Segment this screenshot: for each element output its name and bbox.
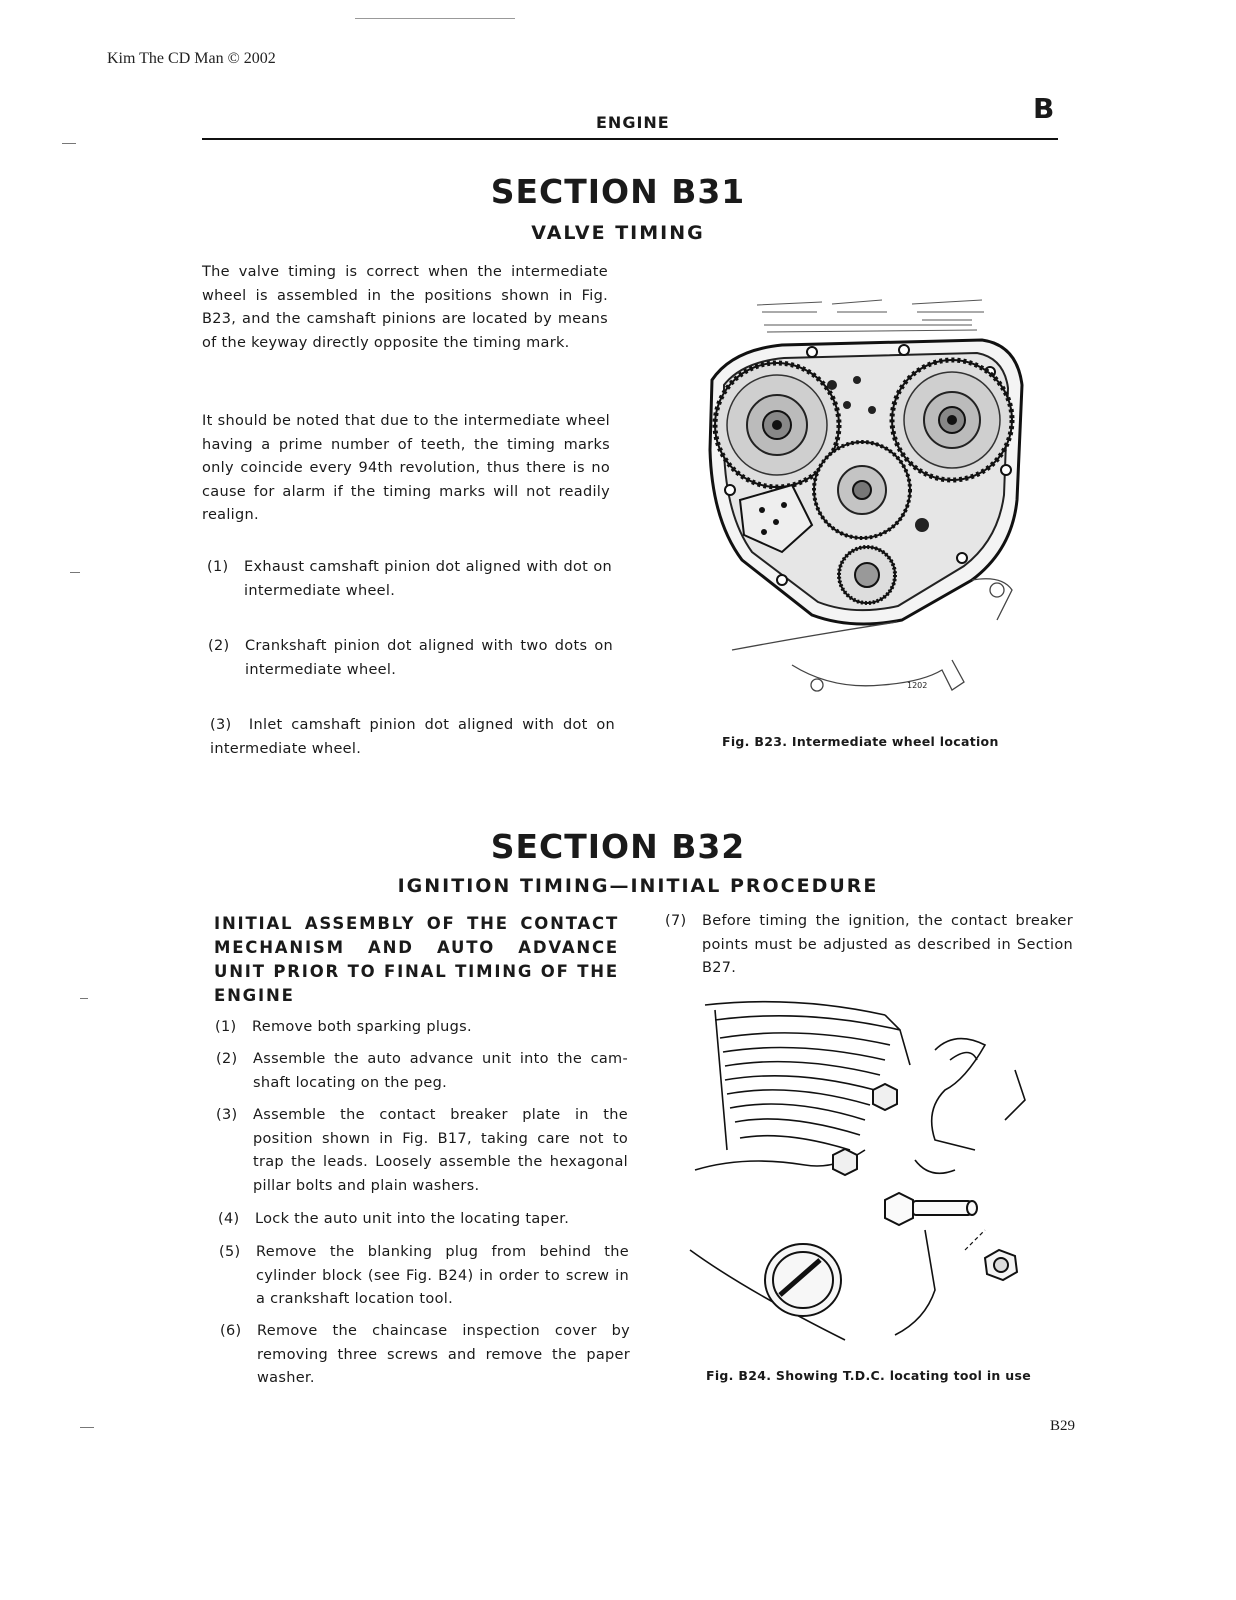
item-number: (3): [216, 1107, 238, 1123]
b32-list-item: [216, 1104, 628, 1198]
figure-b24-caption: Fig. B24. Showing T.D.C. locating tool in use: [706, 1368, 1032, 1383]
item-number: (2): [216, 1051, 238, 1067]
item-text: Remove the blanking plug from behind the cylinder block (see Fig. B24) in order to screw in a crankshaft location tool.: [256, 1244, 629, 1307]
scan-tick: [62, 143, 76, 144]
item-text: Remove the chaincase inspection cover by removing three screws and remove the paper washer.: [257, 1323, 630, 1386]
page-number: B29: [1050, 1418, 1076, 1434]
chapter-letter: B: [1033, 92, 1055, 125]
b31-list-item: [207, 556, 612, 603]
figure-b23-caption: Fig. B23. Intermediate wheel location: [722, 734, 999, 749]
figure-b23-timing-gears: [672, 290, 1032, 730]
figure-b24-tdc-tool: [685, 990, 1055, 1360]
item-number: (7): [665, 913, 687, 929]
item-text: Assemble the contact breaker plate in the position shown in Fig. B17, taking care not to trap the leads. Loosely assemble the hexagonal pillar bolts and plain washers.: [253, 1107, 628, 1194]
item-text: Inlet camshaft pinion dot aligned with dot on intermediate wheel.: [210, 717, 615, 757]
section-b31-subtitle: VALVE TIMING: [531, 222, 705, 244]
scan-artifact-line: [355, 18, 515, 19]
b32-list-item: [220, 1320, 630, 1391]
section-b32-title: SECTION B32: [490, 827, 746, 866]
scan-tick: [70, 572, 80, 573]
item-text: Lock the auto unit into the locating taper.: [255, 1211, 570, 1227]
b31-paragraph-2: It should be noted that due to the intermediate wheel having a prime number of teeth, the timing marks only coincide every 94th revolution, thus there is no cause for alarm if the timing marks will not readily realign.: [202, 413, 610, 523]
figure-ref-number: 1202: [907, 681, 928, 690]
item-text: Exhaust camshaft pinion dot aligned with dot on intermediate wheel.: [244, 559, 612, 599]
b32-list-item: [219, 1241, 629, 1312]
b32-list-item: [218, 1208, 630, 1232]
b32-list-item: [216, 1048, 628, 1095]
b32-subheading: INITIAL ASSEMBLY OF THE CONTACT MECHANISM AND AUTO ADVANCE UNIT PRIOR TO FINAL TIMING OF THE ENGINE: [214, 914, 619, 1005]
b31-list-item: [208, 635, 613, 682]
section-b32-subtitle: IGNITION TIMING—INITIAL PROCEDURE: [397, 875, 879, 897]
header-rule: [202, 138, 1058, 140]
b32-list-item: [665, 910, 1073, 981]
b31-list-item: [210, 714, 615, 761]
b32-list-item: [215, 1016, 627, 1040]
item-number: (5): [219, 1244, 241, 1260]
scan-tick: [80, 998, 88, 999]
item-text: Crankshaft pinion dot aligned with two dots on intermediate wheel.: [245, 638, 613, 678]
item-number: (1): [215, 1019, 237, 1035]
copyright-notice: Kim The CD Man © 2002: [107, 50, 276, 67]
item-number: (1): [207, 559, 229, 575]
item-number: (3): [210, 717, 232, 733]
chapter-heading: ENGINE: [596, 113, 670, 132]
b31-paragraph-1: The valve timing is correct when the intermediate wheel is assembled in the positions shown in Fig. B23, and the camshaft pinions are located by means of the keyway directly opposite the timing mark.: [202, 264, 608, 351]
item-text: Assemble the auto advance unit into the cam-shaft locating on the peg.: [253, 1051, 628, 1091]
scan-tick: [80, 1427, 94, 1428]
section-b31-title: SECTION B31: [490, 172, 746, 211]
item-number: (6): [220, 1323, 242, 1339]
item-number: (2): [208, 638, 230, 654]
item-number: (4): [218, 1211, 240, 1227]
item-text: Before timing the ignition, the contact breaker points must be adjusted as described in Section B27.: [702, 913, 1073, 976]
item-text: Remove both sparking plugs.: [252, 1019, 472, 1035]
